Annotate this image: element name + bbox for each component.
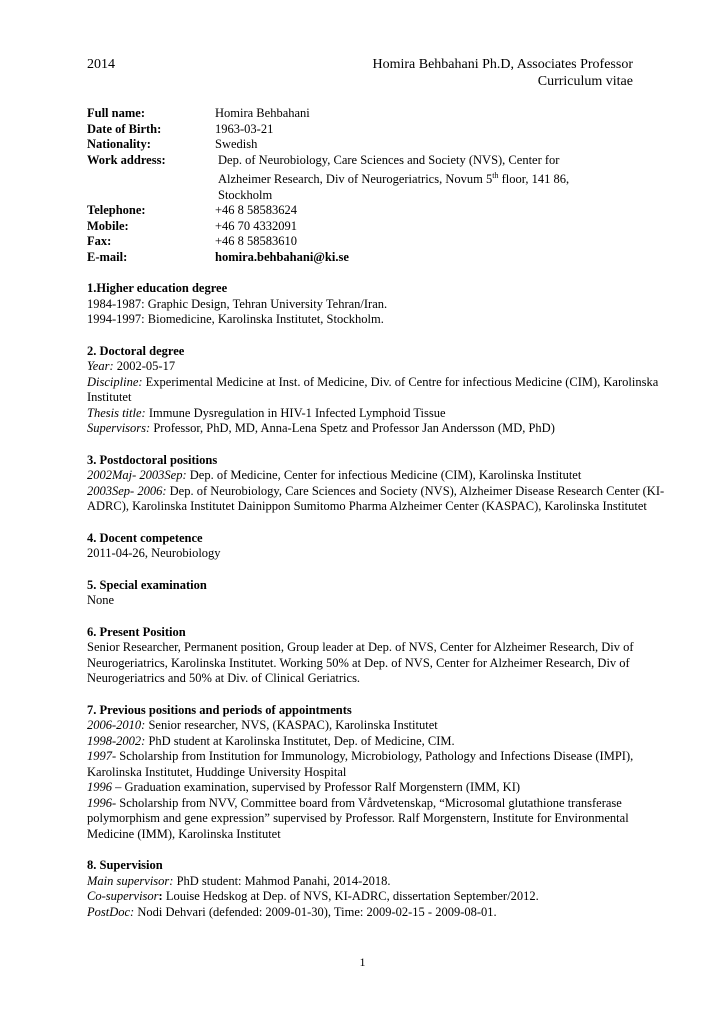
full-name-label: Full name: (87, 106, 145, 120)
section-title: 5. Special examination (87, 577, 207, 592)
nationality-label: Nationality: (87, 137, 151, 151)
item-label: 2006-2010: (87, 718, 146, 733)
nationality-value: Swedish (215, 137, 258, 151)
item-label: Discipline: (87, 374, 143, 389)
header-year: 2014 (87, 57, 115, 72)
fax-label: Fax: (87, 234, 112, 249)
item-text: Senior researcher, NVS, (KASPAC), Karolinska Institutet (145, 718, 438, 733)
doctoral-discipline (87, 375, 677, 406)
header-doc-title: Curriculum vitae (537, 73, 633, 89)
postdoc-item (87, 468, 677, 484)
mobile-label: Mobile: (87, 218, 129, 233)
item-text: Immune Dysregulation in HIV-1 Infected Lymphoid Tissue (145, 405, 446, 420)
item-label: PostDoc: (87, 904, 135, 919)
header-name-title: Homira Behbahani Ph.D, Associates Professor (372, 57, 633, 72)
education-item: 1994-1997: Biomedicine, Karolinska Institutet, Stockholm. (87, 312, 384, 327)
item-text: PhD student at Karolinska Institutet, Dep. of Medicine, CIM. (145, 733, 455, 748)
position-item (87, 796, 677, 843)
supervision-item (87, 889, 677, 905)
item-text: Nodi Dehvari (defended: 2009-01-30), Time: 2009-02-15 - 2009-08-01. (134, 904, 497, 919)
section-present-position (87, 625, 677, 687)
item-label: 1996- (87, 795, 117, 810)
item-text: Dep. of Medicine, Center for infectious Medicine (CIM), Karolinska Institutet (186, 468, 582, 483)
section-title: 8. Supervision (87, 858, 163, 873)
fax-value: +46 8 58583610 (215, 234, 298, 249)
dob-value: 1963-03-21 (215, 121, 274, 136)
item-text: – Graduation examination, supervised by Professor Ralf Morgenstern (IMM, KI) (112, 780, 521, 795)
item-text: Scholarship from NVV, Committee board from Vårdvetenskap, “Microsomal glutathione transferase polymorphism and gene expression” supervised by Professor. Ralf Morgenstern, Institute for Environmental Medicine (IMM), Karolinska Institutet (87, 795, 629, 841)
item-text: Experimental Medicine at Inst. of Medicine, Div. of Centre for infectious Medicine (CIM), Karolinska Institutet (87, 374, 659, 405)
item-label: 1996 (87, 780, 112, 795)
work-address-line-2-a: Alzheimer Research, Div of Neurogeriatrics, Novum 5 (218, 172, 493, 187)
cv-content (87, 106, 677, 920)
supervision-item (87, 905, 677, 921)
personal-info (87, 106, 677, 265)
section-higher-education (87, 281, 677, 328)
present-position-text: Senior Researcher, Permanent position, Group leader at Dep. of NVS, Center for Alzheimer Research, Div of Neurogeriatrics, Karolinska Institutet. Working 50% at Dep. of NVS, Center for Alzheimer Research, Div of Neurogeriatrics and 50% at Div. of Clinical Geriatrics. (87, 640, 634, 686)
item-label: Supervisors: (87, 421, 151, 436)
item-label: Main supervisor: (87, 873, 174, 888)
education-item: 1984-1987: Graphic Design, Tehran University Tehran/Iran. (87, 296, 388, 311)
position-item (87, 734, 677, 750)
work-address-line-1: Dep. of Neurobiology, Care Sciences and Society (NVS), Center for (218, 152, 560, 167)
telephone-value: +46 8 58583624 (215, 203, 298, 218)
item-label: 2002Maj- 2003Sep: (87, 468, 187, 483)
work-address-line-2 (218, 168, 677, 188)
mobile-value: +46 70 4332091 (215, 218, 298, 233)
section-title: 2. Doctoral degree (87, 343, 185, 358)
section-docent (87, 531, 677, 562)
position-item (87, 780, 677, 796)
page-number: 1 (359, 955, 366, 969)
section-title: 1.Higher education degree (87, 281, 228, 296)
position-item (87, 749, 677, 780)
header-title-block (372, 57, 633, 90)
supervision-item (87, 874, 677, 890)
docent-item: 2011-04-26, Neurobiology (87, 546, 221, 561)
section-postdoctoral (87, 453, 677, 515)
item-text: Professor, PhD, MD, Anna-Lena Spetz and Professor Jan Andersson (MD, PhD) (150, 421, 555, 436)
work-address-superscript: th (492, 171, 499, 180)
email-label: E-mail: (87, 249, 128, 264)
section-title: 3. Postdoctoral positions (87, 452, 218, 467)
work-address-line-3: Stockholm (218, 187, 273, 202)
item-label: 1998-2002: (87, 733, 146, 748)
position-item (87, 718, 677, 734)
section-doctoral-degree (87, 344, 677, 437)
special-exam-item: None (87, 593, 115, 608)
doctoral-year (87, 359, 677, 375)
doctoral-supervisors (87, 421, 677, 437)
item-text: 2002-05-17 (113, 359, 176, 374)
item-label: Thesis title: (87, 405, 146, 420)
telephone-label: Telephone: (87, 203, 146, 218)
dob-label: Date of Birth: (87, 121, 162, 136)
item-colon: : (158, 889, 163, 904)
postdoc-item (87, 484, 677, 515)
email-link[interactable]: homira.behbahani@ki.se (215, 249, 349, 264)
work-address-line-2-b: floor, 141 86, (498, 172, 570, 187)
section-special-examination (87, 578, 677, 609)
section-previous-positions (87, 703, 677, 843)
section-title: 4. Docent competence (87, 530, 203, 545)
item-label: 2003Sep- 2006: (87, 483, 167, 498)
doctoral-thesis (87, 406, 677, 422)
item-label: Co-supervisor (87, 889, 159, 904)
section-supervision (87, 858, 677, 920)
item-text: Scholarship from Institution for Immunology, Microbiology, Pathology and Infections Disease (IMPI), Karolinska Institutet, Huddinge University Hospital (87, 749, 634, 779)
item-label: 1997- (87, 749, 117, 764)
item-label: Year: (87, 359, 114, 374)
full-name-value: Homira Behbahani (215, 106, 310, 120)
section-title: 6. Present Position (87, 624, 186, 639)
section-title: 7. Previous positions and periods of appointments (87, 702, 352, 717)
work-address-label: Work address: (87, 152, 166, 167)
work-address-value (215, 153, 677, 204)
item-text: PhD student: Mahmod Panahi, 2014-2018. (173, 873, 391, 888)
item-text: Dep. of Neurobiology, Care Sciences and Society (NVS), Alzheimer Disease Research Center (KI-ADRC), Karolinska Institutet Dainippon Sumitomo Pharma Alzheimer Center (KASPAC), Karolinska Institutet (87, 483, 665, 514)
item-text: Louise Hedskog at Dep. of NVS, KI-ADRC, dissertation September/2012. (162, 889, 539, 904)
